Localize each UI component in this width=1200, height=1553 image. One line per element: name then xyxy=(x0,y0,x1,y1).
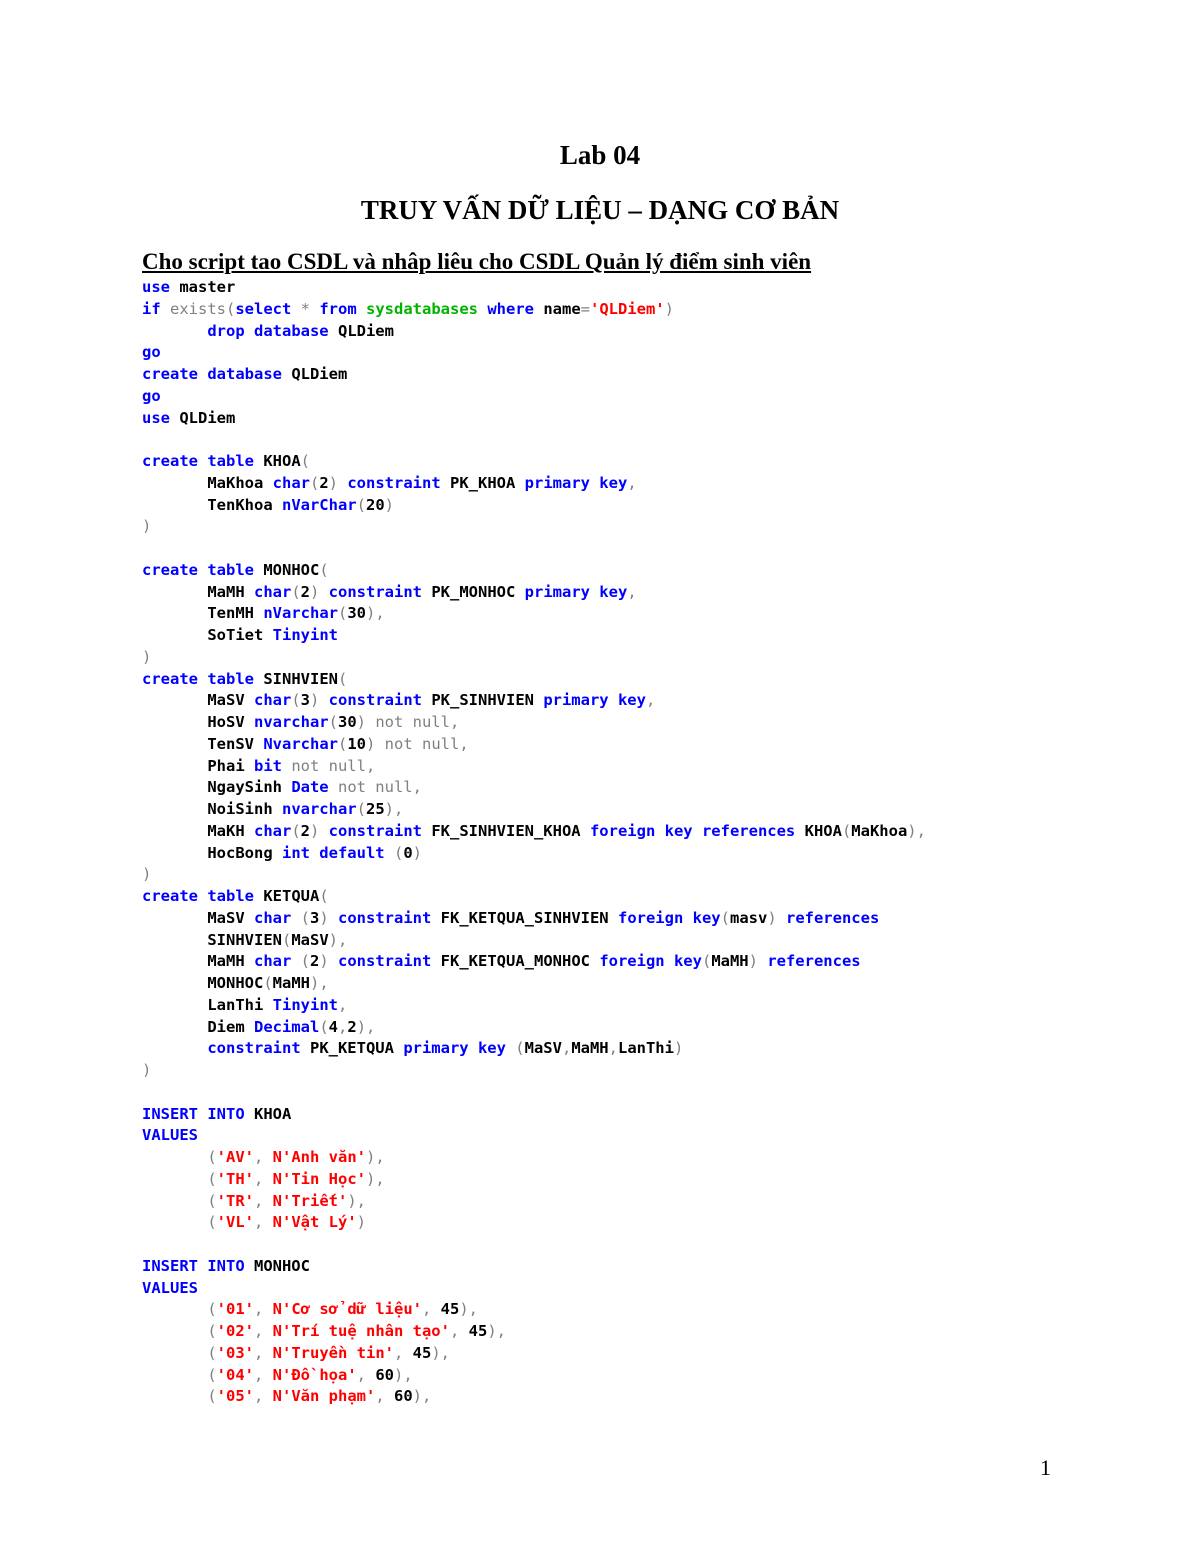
code-token: ), xyxy=(366,604,385,623)
code-token: ( xyxy=(319,560,329,579)
code-token: ( xyxy=(207,1322,217,1340)
code-token: ( xyxy=(300,952,310,971)
code-line xyxy=(142,995,926,1017)
code-line xyxy=(142,799,926,821)
code-token: ), xyxy=(384,800,404,818)
code-token: '01' xyxy=(216,1300,254,1319)
code-token: ) xyxy=(310,582,329,601)
code-token: ), xyxy=(459,1300,478,1319)
code-token: create table xyxy=(142,887,264,905)
code-token: INSERT INTO xyxy=(142,1256,254,1275)
code-token: 30 xyxy=(337,713,357,731)
code-token: TenMH xyxy=(142,604,264,623)
code-token: 20 xyxy=(365,495,385,514)
code-token: N'Trí tuệ nhân tạo' xyxy=(272,1322,450,1340)
code-token: select xyxy=(235,299,301,318)
code-token: foreign key xyxy=(617,908,721,927)
code-line xyxy=(142,1147,926,1169)
code-line xyxy=(142,321,926,343)
code-line xyxy=(142,843,926,865)
code-token: 'TR' xyxy=(216,1191,254,1210)
code-token: ) xyxy=(142,865,152,884)
code-token: ( xyxy=(207,1213,217,1232)
code-token: primary key xyxy=(524,473,628,492)
code-token: sysdatabases xyxy=(366,299,488,318)
code-token: QLDiem xyxy=(337,321,394,340)
code-token: ) xyxy=(356,1213,367,1232)
code-token: TenSV xyxy=(142,734,264,753)
code-line xyxy=(142,408,926,430)
code-line xyxy=(142,603,926,625)
code-token: ) not null, xyxy=(366,734,469,753)
code-token: ( xyxy=(291,691,301,710)
code-token: char xyxy=(272,473,310,492)
code-token: '02' xyxy=(216,1322,254,1340)
code-token: PK_KETQUA xyxy=(309,1039,404,1058)
code-line xyxy=(142,669,926,691)
code-token: ) xyxy=(748,952,768,971)
code-token: PK_KHOA xyxy=(450,473,525,492)
code-token xyxy=(142,1344,207,1362)
code-token: ( xyxy=(291,582,301,601)
code-token: KETQUA xyxy=(263,887,320,905)
code-token: = xyxy=(580,299,590,318)
code-token: ( xyxy=(207,1148,217,1166)
code-token: NgaySinh xyxy=(142,778,292,797)
code-line xyxy=(142,364,926,386)
code-token: 'TH' xyxy=(216,1169,254,1188)
code-token: ( xyxy=(701,952,712,971)
code-token xyxy=(142,1039,207,1057)
code-token: ) xyxy=(142,517,152,536)
code-token: 3 xyxy=(310,908,320,927)
code-token: ( xyxy=(515,1039,525,1058)
code-line xyxy=(142,495,926,517)
code-token: MaKhoa xyxy=(142,473,273,492)
code-token: int default xyxy=(281,843,394,862)
code-token: , xyxy=(254,1213,273,1232)
code-token: * xyxy=(300,299,320,318)
code-token: , xyxy=(254,1343,273,1362)
code-token: , xyxy=(254,1365,273,1384)
code-line xyxy=(142,429,926,451)
code-token: , xyxy=(254,1322,273,1340)
code-token: primary key xyxy=(524,582,628,601)
code-line xyxy=(142,777,926,799)
code-token: 60 xyxy=(394,1387,413,1406)
code-token: SINHVIEN xyxy=(142,930,282,949)
code-token: ), xyxy=(366,1169,385,1188)
code-token: '03' xyxy=(216,1343,254,1362)
code-token: VALUES xyxy=(142,1126,198,1145)
code-token: go xyxy=(142,386,161,405)
code-token: ), xyxy=(328,930,348,949)
code-token: KHOA xyxy=(804,821,842,840)
code-token: master xyxy=(179,278,236,296)
code-token: Diem xyxy=(142,1017,254,1036)
code-line xyxy=(142,538,926,560)
code-line xyxy=(142,1365,926,1387)
page-number: 1 xyxy=(1040,1455,1051,1480)
code-token: KHOA xyxy=(253,1104,292,1123)
code-line xyxy=(142,625,926,647)
code-token: ( xyxy=(207,1365,217,1384)
code-token: Date xyxy=(291,778,338,797)
code-token: , xyxy=(375,1387,394,1406)
code-token: 2 xyxy=(310,952,320,971)
code-line xyxy=(142,1278,926,1300)
code-token: ( xyxy=(281,930,292,949)
code-token: 2 xyxy=(300,821,310,840)
code-token: use xyxy=(142,408,180,427)
sql-code-block xyxy=(142,277,926,1408)
code-token xyxy=(142,322,207,340)
code-token: foreign key xyxy=(599,952,702,971)
code-token xyxy=(142,1192,207,1210)
code-token: ( xyxy=(720,908,730,927)
code-token: 3 xyxy=(300,691,310,710)
code-token: char xyxy=(253,582,292,601)
code-line xyxy=(142,473,926,495)
code-token: 45 xyxy=(412,1343,432,1362)
code-token: TenKhoa xyxy=(142,495,282,514)
code-token: N'Anh văn' xyxy=(272,1148,366,1166)
code-line xyxy=(142,516,926,538)
code-token: 45 xyxy=(440,1300,460,1319)
code-token: LanThi xyxy=(617,1039,674,1058)
code-token xyxy=(142,1300,207,1318)
code-token: ( xyxy=(309,473,320,492)
code-token: N'Văn phạm' xyxy=(272,1387,376,1406)
code-token: , xyxy=(449,1322,469,1340)
code-line xyxy=(142,1386,926,1408)
code-token: ), xyxy=(394,1365,413,1384)
code-token: create table xyxy=(142,560,264,579)
code-token: FK_SINHVIEN_KHOA xyxy=(431,821,590,840)
code-token: ( xyxy=(393,843,404,862)
code-token: , xyxy=(337,995,348,1014)
code-token: , xyxy=(627,582,637,601)
code-token: MONHOC xyxy=(142,974,264,992)
code-token: 0 xyxy=(403,843,413,862)
code-line xyxy=(142,342,926,364)
code-token: bit xyxy=(253,756,292,775)
code-token: '04' xyxy=(216,1365,254,1384)
code-token: MaSV xyxy=(142,908,254,927)
code-token: Tinyint xyxy=(272,626,338,644)
code-line xyxy=(142,951,926,973)
code-token: Phai xyxy=(142,756,254,775)
code-token: nVarChar xyxy=(281,495,357,514)
code-token: Tinyint xyxy=(272,995,338,1014)
code-token: MONHOC xyxy=(253,1256,310,1275)
code-line xyxy=(142,647,926,669)
code-token: char xyxy=(253,821,292,840)
code-line xyxy=(142,690,926,712)
code-token: create table xyxy=(142,669,264,688)
code-token: , xyxy=(608,1039,618,1058)
code-line xyxy=(142,908,926,930)
code-token: references xyxy=(767,952,861,971)
code-token: ( xyxy=(337,604,348,623)
code-token: , xyxy=(356,1365,376,1384)
code-token: create table xyxy=(142,452,264,470)
code-line xyxy=(142,1299,926,1321)
code-token: constraint xyxy=(338,952,441,971)
code-token: name xyxy=(543,299,581,318)
code-token: ) xyxy=(319,908,339,927)
section-subtitle: Cho script tao CSDL và nhâp liêu cho CSDL Quản lý điểm sinh viên xyxy=(142,249,812,274)
code-token: constraint xyxy=(328,821,432,840)
code-token: constraint xyxy=(338,908,441,927)
code-token: constraint xyxy=(328,691,432,710)
code-token: N'Truyền tin' xyxy=(272,1343,394,1362)
code-token: INSERT INTO xyxy=(142,1104,254,1123)
code-token: ) xyxy=(412,843,422,862)
code-line xyxy=(142,1104,926,1126)
code-token: Nvarchar xyxy=(263,734,338,753)
code-line xyxy=(142,1082,926,1104)
code-line xyxy=(142,821,926,843)
code-token: ) xyxy=(142,647,152,666)
code-token: from xyxy=(319,299,366,318)
code-token: ( xyxy=(841,821,852,840)
code-token: N'Đồ họa' xyxy=(272,1365,357,1384)
code-token: KHOA xyxy=(263,452,301,470)
code-token: , xyxy=(254,1300,273,1319)
code-token: 2 xyxy=(319,473,329,492)
code-token: ( xyxy=(300,452,310,470)
code-token: create database xyxy=(142,365,292,383)
code-token: ) xyxy=(673,1039,684,1058)
code-token: char xyxy=(253,691,292,710)
code-token: N'Cơ sở dữ liệu' xyxy=(272,1300,422,1319)
code-token: ( xyxy=(263,974,273,992)
code-token: 10 xyxy=(347,734,366,753)
code-token: ( xyxy=(300,908,310,927)
code-token: MaMH xyxy=(142,582,254,601)
code-token: ( xyxy=(207,1343,217,1362)
code-token: N'Vật Lý' xyxy=(272,1213,357,1232)
code-token: HoSV xyxy=(142,713,254,731)
code-line xyxy=(142,1212,926,1234)
code-token: ), xyxy=(907,821,926,840)
code-token: FK_KETQUA_MONHOC xyxy=(440,952,600,971)
code-token: N'Tin Học' xyxy=(272,1169,366,1188)
code-token: NoiSinh xyxy=(142,800,282,818)
code-line xyxy=(142,734,926,756)
code-token: 45 xyxy=(468,1322,488,1340)
code-token: use xyxy=(142,278,180,296)
code-token: ( xyxy=(337,734,348,753)
lab-title: Lab 04 xyxy=(559,140,641,170)
code-token: 2 xyxy=(347,1017,357,1036)
code-line xyxy=(142,973,926,995)
code-token: QLDiem xyxy=(179,408,236,427)
code-token: ( xyxy=(207,1191,217,1210)
code-token xyxy=(142,1148,207,1166)
code-token: ) xyxy=(310,821,329,840)
code-token: PK_MONHOC xyxy=(431,582,525,601)
code-token: char xyxy=(253,952,301,971)
code-token: masv xyxy=(729,908,768,927)
code-token: MaMH xyxy=(571,1039,609,1058)
code-token: Decimal xyxy=(253,1017,320,1036)
code-token: ( xyxy=(328,713,338,731)
code-token: MaSV xyxy=(524,1039,562,1058)
code-line xyxy=(142,930,926,952)
code-token: , xyxy=(254,1191,273,1210)
code-token: N'Triết' xyxy=(272,1191,348,1210)
code-token xyxy=(142,1322,207,1340)
code-line xyxy=(142,864,926,886)
code-token: ) xyxy=(319,952,339,971)
code-token: MaMH xyxy=(711,952,749,971)
code-token: MaSV xyxy=(291,930,329,949)
code-token: , xyxy=(254,1148,273,1166)
code-token: MaSV xyxy=(142,691,254,710)
code-token: ( xyxy=(207,1300,217,1319)
code-token: SoTiet xyxy=(142,626,273,644)
code-token xyxy=(142,1170,207,1188)
code-token xyxy=(142,1366,207,1384)
code-token: ) xyxy=(767,908,786,927)
code-token: go xyxy=(142,343,161,362)
main-title: TRUY VẤN DỮ LIỆU – DẠNG CƠ BẢN xyxy=(360,195,840,225)
code-line xyxy=(142,1191,926,1213)
code-token: 2 xyxy=(300,582,310,601)
code-token: ) not null, xyxy=(356,713,460,731)
code-line xyxy=(142,277,926,299)
code-token: char xyxy=(253,908,301,927)
code-token: ( xyxy=(207,1387,217,1406)
code-token: not null, xyxy=(337,778,422,797)
code-token: ) xyxy=(142,1061,152,1079)
code-token: references xyxy=(785,908,880,927)
code-token: QLDiem xyxy=(291,365,348,383)
code-token: primary key xyxy=(403,1039,516,1058)
code-line xyxy=(142,1256,926,1278)
code-line xyxy=(142,451,926,473)
code-line xyxy=(142,1234,926,1256)
code-token: MaKH xyxy=(142,821,254,840)
code-line xyxy=(142,1125,926,1147)
code-token: ) xyxy=(310,691,329,710)
code-line xyxy=(142,560,926,582)
code-token xyxy=(142,1213,207,1231)
code-token: ), xyxy=(487,1322,506,1340)
code-token: primary key xyxy=(543,691,646,710)
code-token: ( xyxy=(319,887,329,905)
code-token: MaKhoa xyxy=(851,821,908,840)
code-token: , xyxy=(394,1343,413,1362)
code-token: drop database xyxy=(207,321,338,340)
code-token: ( xyxy=(337,669,348,688)
code-token: , xyxy=(561,1039,572,1058)
code-token: HocBong xyxy=(142,843,282,862)
code-token: nVarchar xyxy=(263,604,338,623)
code-line xyxy=(142,1060,926,1082)
code-token: MaMH xyxy=(272,974,310,992)
code-token: 25 xyxy=(365,800,385,818)
code-line xyxy=(142,1321,926,1343)
code-token: nvarchar xyxy=(253,713,329,731)
code-token: MONHOC xyxy=(263,560,320,579)
code-token: , xyxy=(338,1017,348,1036)
code-token: ( xyxy=(207,1169,217,1188)
code-token: ) xyxy=(664,299,674,318)
code-token: if xyxy=(142,299,170,318)
code-token: 30 xyxy=(347,604,366,623)
code-line xyxy=(142,756,926,778)
code-token: constraint xyxy=(207,1039,310,1058)
code-token: exists( xyxy=(170,299,236,318)
code-token: ( xyxy=(356,800,366,818)
code-token: 'VL' xyxy=(216,1213,254,1232)
code-token: FK_KETQUA_SINHVIEN xyxy=(440,908,618,927)
code-token: , xyxy=(645,691,656,710)
code-line xyxy=(142,1169,926,1191)
code-token: , xyxy=(254,1387,273,1406)
code-line xyxy=(142,1343,926,1365)
code-token: , xyxy=(627,473,637,492)
code-token: ), xyxy=(356,1017,376,1036)
code-token: foreign key references xyxy=(589,821,805,840)
code-token: ), xyxy=(366,1148,385,1166)
code-token: SINHVIEN xyxy=(263,669,338,688)
code-token: , xyxy=(254,1169,273,1188)
code-token: ), xyxy=(347,1191,366,1210)
code-token: ), xyxy=(412,1387,432,1406)
code-line xyxy=(142,712,926,734)
code-line xyxy=(142,386,926,408)
code-token: , xyxy=(421,1300,441,1319)
code-line xyxy=(142,1038,926,1060)
code-token: constraint xyxy=(347,473,450,492)
code-token: not null, xyxy=(291,756,376,775)
code-token: VALUES xyxy=(142,1278,198,1297)
code-line xyxy=(142,886,926,908)
code-token: 4 xyxy=(328,1017,338,1036)
code-token: ( xyxy=(356,495,366,514)
code-token: LanThi xyxy=(142,995,273,1014)
code-token xyxy=(142,1387,207,1405)
code-line xyxy=(142,582,926,604)
code-token: 'AV' xyxy=(216,1148,254,1166)
code-token: ( xyxy=(319,1017,329,1036)
code-line xyxy=(142,299,926,321)
code-token: where xyxy=(487,299,544,318)
code-token: ( xyxy=(291,821,301,840)
code-token: 'QLDiem' xyxy=(590,299,665,318)
code-token: ), xyxy=(431,1343,451,1362)
code-line xyxy=(142,1017,926,1039)
code-token: nvarchar xyxy=(281,800,357,818)
code-token: ), xyxy=(310,974,329,992)
code-token: constraint xyxy=(328,582,432,601)
code-token: '05' xyxy=(216,1387,254,1406)
code-token: PK_SINHVIEN xyxy=(431,691,544,710)
code-token: ) xyxy=(384,495,394,514)
code-token: ) xyxy=(328,473,348,492)
code-token: MaMH xyxy=(142,952,254,971)
code-token: 60 xyxy=(375,1365,395,1384)
